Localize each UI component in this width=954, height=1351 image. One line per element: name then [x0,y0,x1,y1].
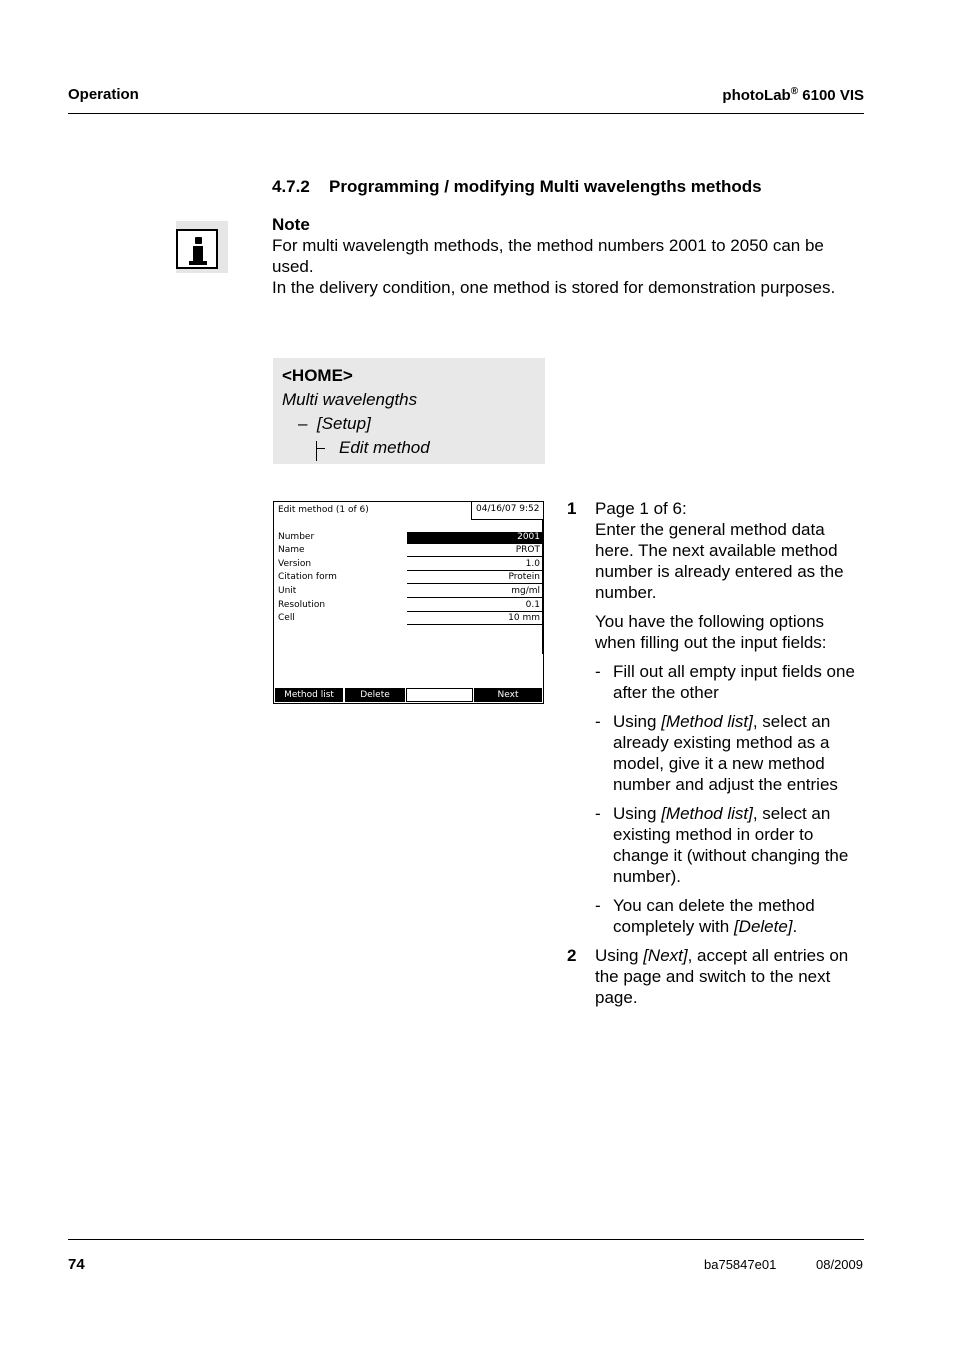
step-text: Page 1 of 6: Enter the general method data here. The next available method number is already entered as the number. [595,499,844,602]
field-label: Number [278,532,315,542]
field-label: Citation form [278,572,337,582]
note-text-2: In the delivery condition, one method is stored for demonstration purposes. [272,278,836,297]
field-label: Name [278,545,305,555]
field-cell-value[interactable]: 10 mm [407,613,543,625]
field-version-value[interactable]: 1.0 [407,559,543,571]
step-1 [567,498,867,937]
field-label: Resolution [278,600,326,610]
page-number: 74 [68,1256,85,1273]
list-item: - Using [Method list], select an already existing method as a model, give it a new method number and adjust the entries [595,712,838,794]
step-number: 2 [567,946,577,965]
empty-softkey[interactable] [406,688,473,702]
menu-level-1: Multi wavelengths [282,390,418,409]
steps-list [567,498,867,1014]
screen-title: Edit method (1 of 6) [278,505,369,515]
field-label: Version [278,559,312,569]
menu-path-box [273,358,545,464]
field-label: Unit [278,586,297,596]
screen-scrollbar [542,520,543,654]
info-icon [176,221,228,273]
list-item: - You can delete the method completely with [Delete]. [595,896,815,936]
menu-level-2: – [Setup] [298,414,371,433]
field-citation-value[interactable]: Protein [407,572,543,584]
field-resolution-value[interactable]: 0.1 [407,600,543,612]
footer-rule [68,1239,864,1240]
header-product-name: photoLab® 6100 VIS [722,86,864,104]
tree-connector-icon [316,441,317,461]
list-item: - Fill out all empty input fields one after the other [595,662,855,702]
header-rule [68,113,864,114]
next-softkey[interactable]: Next [474,688,542,702]
note-block [272,214,872,298]
screen-datetime: 04/16/07 9:52 [471,502,544,520]
method-list-softkey[interactable]: Method list [275,688,343,702]
note-text-1: For multi wavelength methods, the method numbers 2001 to 2050 can be used. [272,236,824,276]
document-date: 08/2009 [816,1257,863,1272]
device-screen [273,501,544,704]
document-id: ba75847e01 [704,1257,777,1272]
step-number: 1 [567,499,577,518]
menu-level-3: Edit method [339,438,430,457]
step-text: You have the following options when filling out the input fields: [595,612,827,652]
menu-home: <HOME> [282,366,353,385]
section-title: 4.7.2 Programming / modifying Multi wavelengths methods [272,177,762,196]
header-section-label: Operation [68,86,139,103]
note-title: Note [272,215,310,234]
delete-softkey[interactable]: Delete [345,688,405,702]
field-unit-value[interactable]: mg/ml [407,586,543,598]
list-item: - Using [Method list], select an existing method in order to change it (without changing the number). [595,804,849,886]
field-name-value[interactable]: PROT [407,545,543,557]
field-label: Cell [278,613,295,623]
step-2: 2 Using [Next], accept all entries on the page and switch to the next page. [567,946,849,1007]
field-number-value[interactable]: 2001 [407,532,543,544]
